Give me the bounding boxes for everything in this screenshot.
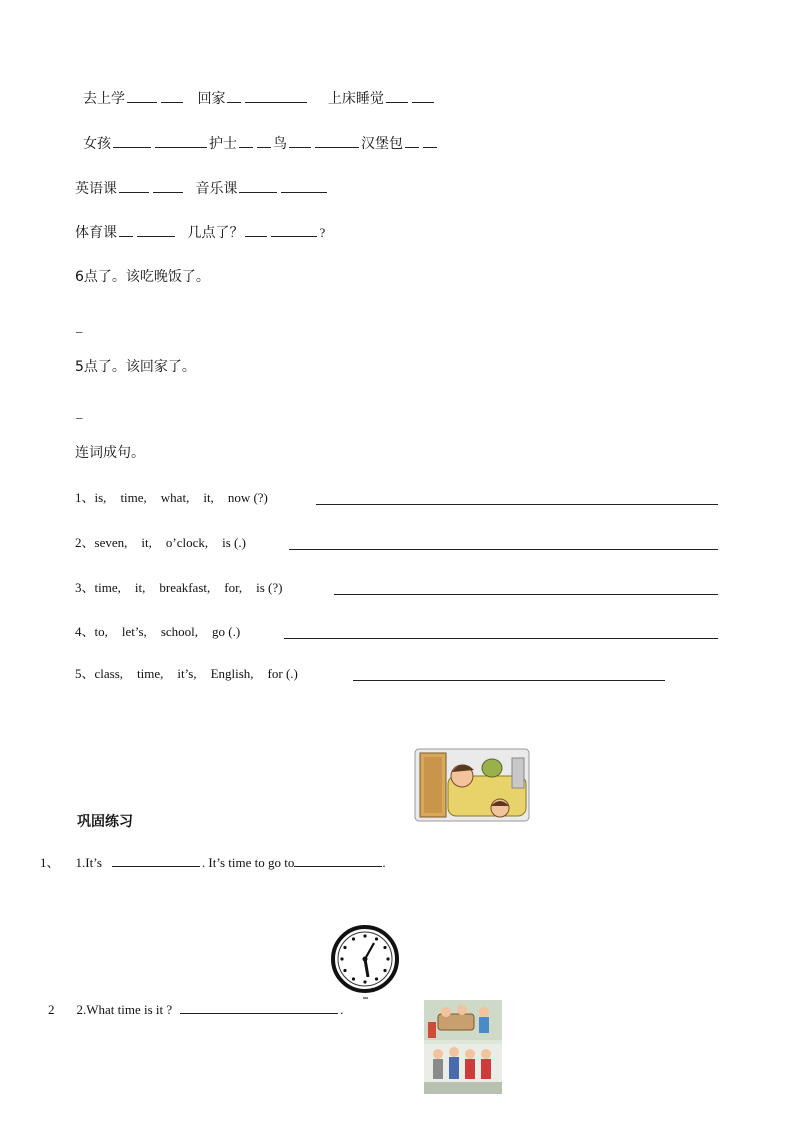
answer-blank[interactable] <box>412 88 434 103</box>
answer-blank[interactable] <box>245 88 307 103</box>
word-token: for (.) <box>267 666 298 681</box>
practice-title: 巩固练习 <box>77 814 133 830</box>
answer-blank[interactable] <box>153 178 183 193</box>
item-number: 3、 <box>75 580 95 595</box>
answer-blank[interactable] <box>281 178 327 193</box>
word-token: it’s, <box>177 666 197 681</box>
vocab-row-2 <box>83 133 439 153</box>
word-token: for, <box>224 580 243 595</box>
question-mark: ? <box>319 225 326 240</box>
answer-blank[interactable] <box>386 88 408 103</box>
practice-question-2 <box>48 999 343 1019</box>
reorder-item-3 <box>75 579 283 597</box>
reorder-item-1 <box>75 489 268 507</box>
children-activity-picture <box>424 1000 502 1094</box>
clock-picture <box>330 920 410 1002</box>
practice-question-1 <box>40 852 386 872</box>
answer-blank[interactable] <box>127 88 157 103</box>
answer-blank[interactable] <box>271 222 317 237</box>
word-token: what, <box>160 490 190 505</box>
reorder-item-2 <box>75 534 246 552</box>
vocab-row-4 <box>75 222 325 242</box>
vocab-pe-class: 体育课 <box>75 225 117 241</box>
vocab-nurse: 护士 <box>209 136 237 152</box>
question-text: . <box>340 1002 344 1017</box>
word-token: now (?) <box>227 490 268 505</box>
answer-blank[interactable] <box>294 852 382 867</box>
answer-blank[interactable] <box>405 133 419 148</box>
word-token: go (.) <box>212 624 241 639</box>
word-token: time, <box>94 580 121 595</box>
answer-blank[interactable] <box>137 222 175 237</box>
word-token: time, <box>120 490 147 505</box>
vocab-bird: 鸟 <box>273 136 287 152</box>
answer-line-2[interactable] <box>289 549 718 550</box>
vocab-english-class: 英语课 <box>75 181 117 197</box>
vocab-go-to-school: 去上学 <box>83 91 125 107</box>
answer-blank[interactable] <box>113 133 151 148</box>
sleeping-child-picture <box>414 748 530 822</box>
answer-line-5[interactable] <box>353 680 665 681</box>
word-token: school, <box>160 624 199 639</box>
question-number: 1、 <box>40 855 60 870</box>
answer-blank[interactable] <box>239 178 277 193</box>
vocab-row-1 <box>83 88 436 108</box>
question-number: 2 <box>48 1002 55 1017</box>
vocab-music-class: 音乐课 <box>195 181 238 197</box>
vocab-go-home: 回家 <box>197 91 226 107</box>
answer-blank[interactable] <box>155 133 207 148</box>
answer-blank[interactable] <box>257 133 271 148</box>
answer-line-1[interactable] <box>316 504 718 505</box>
translate-answer-1[interactable]: _ <box>76 319 83 334</box>
answer-blank[interactable] <box>289 133 311 148</box>
word-token: let’s, <box>121 624 147 639</box>
reorder-item-4 <box>75 623 240 641</box>
item-number: 1、 <box>75 490 95 505</box>
vocab-row-3 <box>75 178 329 198</box>
translate-answer-2[interactable]: _ <box>76 405 83 420</box>
word-token: is, <box>94 490 107 505</box>
item-number: 5、 <box>75 666 95 681</box>
item-number: 4、 <box>75 624 95 639</box>
translate-sentence-1: 6点了。该吃晚饭了。 <box>75 269 210 285</box>
word-token: breakfast, <box>159 580 211 595</box>
translate-sentence-2: 5点了。该回家了。 <box>75 359 196 375</box>
answer-blank[interactable] <box>239 133 253 148</box>
answer-blank[interactable] <box>227 88 241 103</box>
question-text: . It’s time to go to <box>201 855 295 870</box>
reorder-title: 连词成句。 <box>75 445 145 461</box>
word-token: English, <box>210 666 254 681</box>
answer-blank[interactable] <box>423 133 437 148</box>
word-token: is (?) <box>256 580 283 595</box>
vocab-go-to-bed: 上床睡觉 <box>327 91 384 107</box>
word-token: class, <box>94 666 124 681</box>
answer-line-3[interactable] <box>334 594 718 595</box>
answer-blank[interactable] <box>180 999 338 1014</box>
answer-blank[interactable] <box>245 222 267 237</box>
vocab-hamburger: 汉堡包 <box>361 136 403 152</box>
reorder-item-5 <box>75 665 298 683</box>
answer-line-4[interactable] <box>284 638 718 639</box>
word-token: time, <box>137 666 164 681</box>
word-token: to, <box>94 624 108 639</box>
word-token: is (.) <box>222 535 246 550</box>
answer-blank[interactable] <box>112 852 200 867</box>
question-text: 2.What time is it ? <box>76 1002 173 1017</box>
item-number: 2、 <box>75 535 95 550</box>
vocab-what-time: 几点了？ <box>187 225 244 241</box>
word-token: seven, <box>94 535 128 550</box>
vocab-girl: 女孩 <box>83 136 111 152</box>
answer-blank[interactable] <box>161 88 183 103</box>
question-text: 1.It’s <box>75 855 102 870</box>
question-text: . <box>382 855 386 870</box>
answer-blank[interactable] <box>315 133 359 148</box>
word-token: it, <box>141 535 152 550</box>
word-token: it, <box>134 580 146 595</box>
word-token: o’clock, <box>165 535 209 550</box>
word-token: it, <box>203 490 214 505</box>
answer-blank[interactable] <box>119 222 133 237</box>
answer-blank[interactable] <box>119 178 149 193</box>
